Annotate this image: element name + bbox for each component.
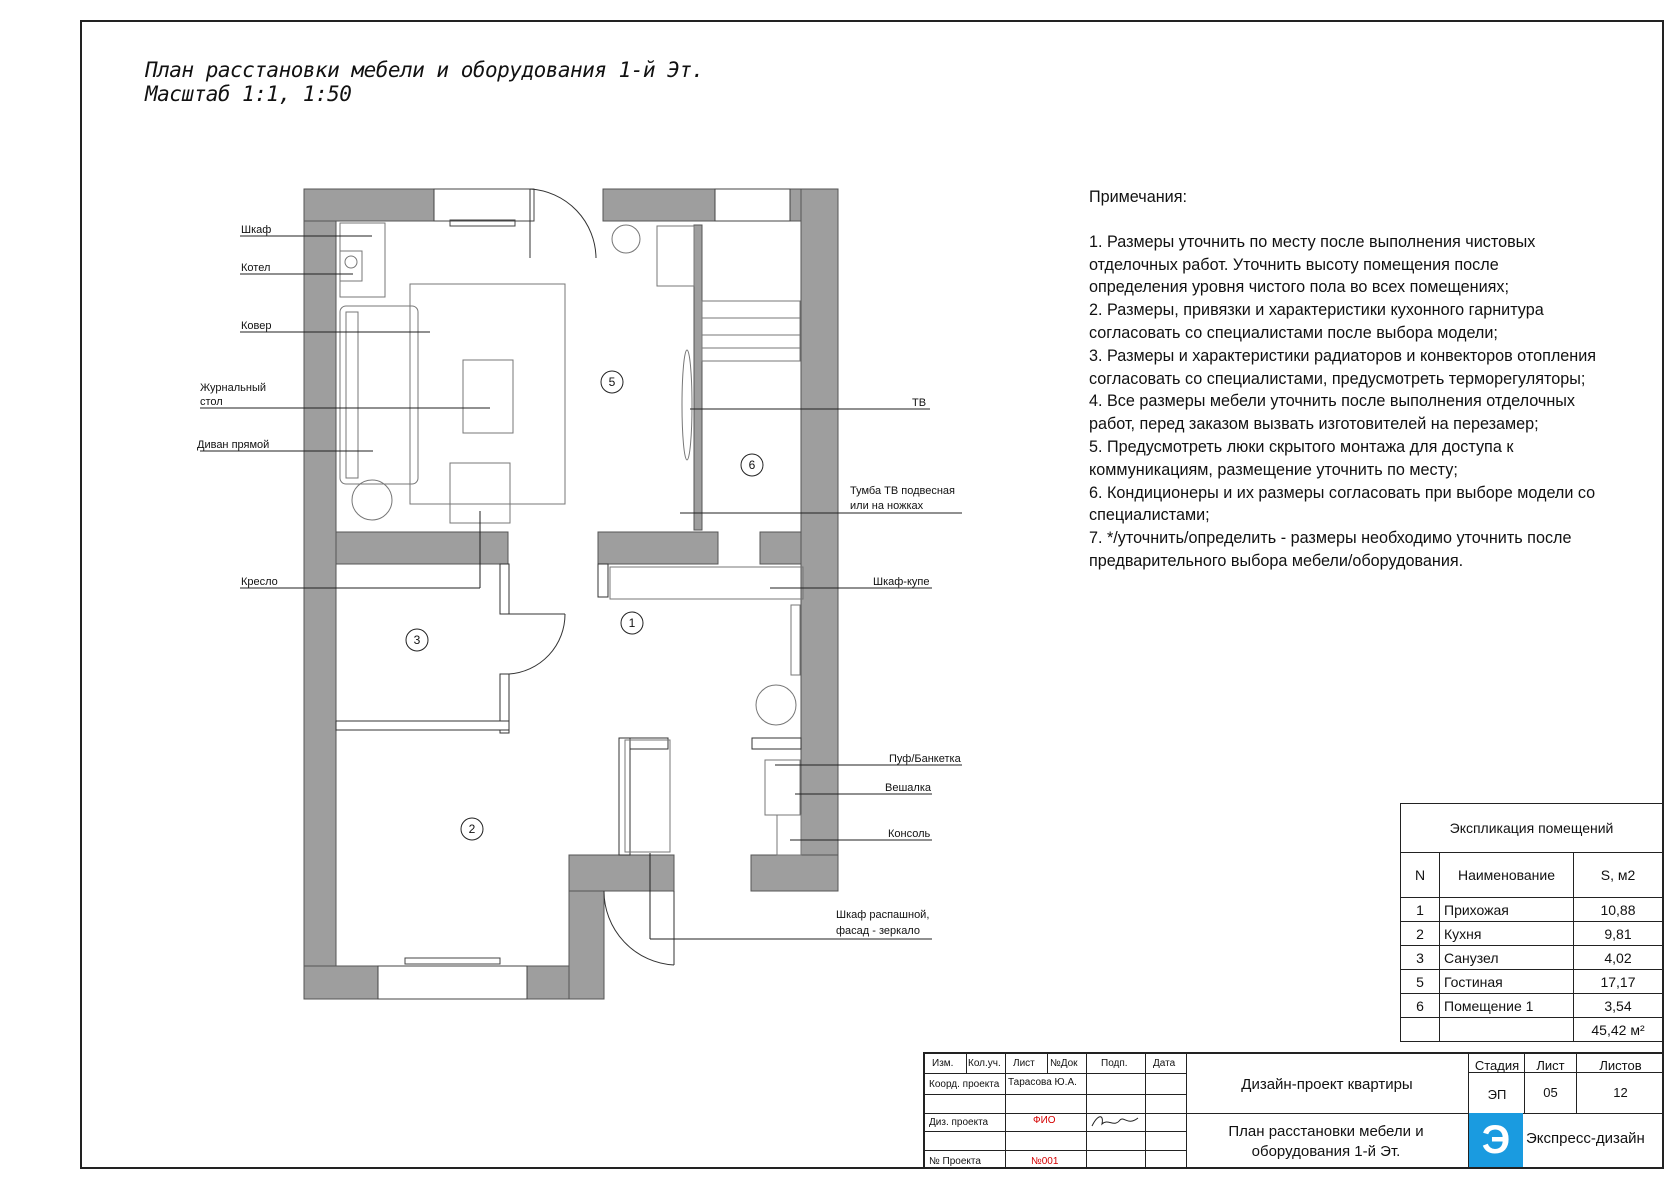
room-number-5: 5 [608,375,616,389]
col-name: Наименование [1440,853,1574,898]
stamp-line [1145,1052,1146,1169]
window-bottom [378,966,527,999]
col-area: S, м2 [1574,853,1663,898]
notes-heading: Примечания: [1089,188,1187,206]
title-line-1: План расстановки мебели и оборудования 1-й Эт. [145,58,704,82]
label-divan: Диван прямой [197,439,270,451]
partition-bath-1 [500,564,509,614]
label-zhurnalny-2: стол [200,396,223,408]
stairs [702,301,800,361]
plant-living [352,480,392,520]
total-empty-n [1401,1018,1440,1042]
row-n: 3 [1401,946,1440,970]
wall-right [801,189,838,891]
table-row [1401,994,1663,1018]
console [777,815,801,855]
label-shkaf-rasp-1: Шкаф распашной, [836,909,930,921]
label-tumba-1: Тумба ТВ подвесная [850,485,955,497]
note-2: 2. Размеры, привязки и характеристики кухонного гарнитура согласовать со специалистами после выбора модели; [1089,301,1544,342]
stamp-line [923,1073,1186,1074]
signature [1088,1112,1144,1132]
project-name: Дизайн-проект квартиры [1241,1076,1413,1093]
carpet [410,284,565,504]
wall-top-mid [603,189,715,221]
label-konsol: Консоль [888,828,931,840]
wall-panel [791,605,800,675]
label-puf: Пуф/Банкетка [889,753,961,765]
row-area: 9,81 [1574,922,1663,946]
stair-steps [702,318,800,348]
room-number-6: 6 [748,458,756,472]
partition-puf [752,738,801,749]
row-name: Кухня [1440,922,1574,946]
sheet-title: План расстановки мебели и оборудования 1-й Эт. [1228,1123,1424,1160]
company-name: Экспресс-дизайн [1526,1130,1645,1147]
row-n: 1 [1401,898,1440,922]
signature-stroke [1092,1117,1138,1126]
row-area: 3,54 [1574,994,1663,1018]
pouf-bench [765,760,800,815]
stamp-fio: ФИО [1033,1115,1056,1126]
title-line-2: Масштаб 1:1, 1:50 [145,82,352,106]
list-value: 05 [1543,1085,1558,1100]
stamp-data: Дата [1153,1058,1176,1069]
list-label: Лист [1536,1058,1565,1073]
wall-top-left [304,189,434,221]
room-number-1: 1 [628,616,636,630]
plant-top [612,225,640,253]
label-shkaf-rasp-2: фасад - зеркало [836,925,920,937]
row-name: Прихожая [1440,898,1574,922]
plant-hall [756,685,796,725]
stamp-koord-name: Тарасова Ю.А. [1008,1077,1077,1088]
label-kreslo: Кресло [241,576,278,588]
label-kotel: Котел [241,262,271,274]
company-logo [1469,1113,1523,1167]
listov-value: 12 [1613,1085,1628,1100]
label-zhurnalny-1: Журнальный [200,382,266,394]
coffee-table [463,360,513,433]
wall-bottom-notch-top [569,855,674,891]
row-name: Помещение 1 [1440,994,1574,1018]
stamp-line [966,1052,967,1073]
stamp-koord: Коорд. проекта [929,1079,1000,1090]
stadiya-value: ЭП [1487,1087,1507,1102]
room-number-3: 3 [413,633,421,647]
wall-interior-h1 [336,532,508,564]
stamp-line [1186,1052,1187,1169]
table-row [1401,898,1663,922]
explication-table [1400,803,1663,1042]
wall-right-bottom [751,855,838,891]
total-empty-name [1440,1018,1574,1042]
stamp-line [923,1150,1186,1151]
row-name: Санузел [1440,946,1574,970]
stamp-ndok: №Док [1050,1058,1078,1069]
table-row [1401,946,1663,970]
door-bath [509,614,565,674]
stamp-diz: Диз. проекта [929,1117,989,1128]
notes-block [1089,186,1599,573]
table-row [1401,970,1663,994]
note-3: 3. Размеры и характеристики радиаторов и конвекторов отопления согласовать со специалистами, предусмотреть терморегуляторы; [1089,346,1597,388]
row-area: 10,88 [1574,898,1663,922]
note-6: 6. Кондиционеры и их размеры согласовать при выборе модели со специалистами; [1089,483,1596,525]
note-7: 7. */уточнить/определить - размеры необходимо уточнить после предварительного выбора мебели/оборудования. [1089,529,1572,570]
wall-left [304,189,336,999]
tv-unit [682,350,692,460]
table-row [1401,922,1663,946]
window-top-left [434,189,534,221]
stamp-line [1005,1052,1006,1169]
wall-partition [694,225,702,530]
col-n: N [1401,853,1440,898]
label-kover: Ковер [241,320,272,332]
stamp-line [1047,1052,1048,1073]
stamp-line [1086,1052,1087,1169]
stadiya-label: Стадия [1474,1058,1520,1073]
partition-kupe-l [598,564,608,597]
boiler-dial [345,256,357,268]
room-markers [406,371,763,840]
listov-label: Листов [1599,1058,1642,1073]
stamp-line [923,1113,1186,1114]
row-name: Гостиная [1440,970,1574,994]
row-n: 5 [1401,970,1440,994]
note-1: 1. Размеры уточнить по месту после выполнения чистовых отделочных работ. Уточнить высоту помещения после определения уровня чистого пола во всех помещениях; [1089,232,1536,297]
stamp-line [923,1131,1186,1132]
logo-glyph-icon: Э [1481,1118,1511,1162]
door-entrance [604,891,674,965]
stamp-izm: Изм. [932,1058,954,1069]
row-area: 17,17 [1574,970,1663,994]
stamp-nproj: № Проекта [929,1156,981,1167]
stamp-kol: Кол.уч. [968,1058,1001,1069]
stamp-podp: Подп. [1101,1058,1128,1069]
label-tv: ТВ [912,397,927,409]
total-area: 45,42 м² [1574,1018,1663,1042]
stamp-line [923,1094,1186,1095]
stamp-nproj-val: №001 [1031,1156,1059,1167]
sofa [340,306,418,484]
note-5: 5. Предусмотреть люки скрытого монтажа для доступа к коммуникациям, размещение уточнить по месту; [1089,437,1514,479]
walls [304,189,838,999]
stair-box [657,226,694,286]
label-veshalka: Вешалка [885,782,931,794]
row-area: 4,02 [1574,946,1663,970]
label-tumba-2: или на ножках [850,500,924,512]
stamp-list: Лист [1013,1058,1035,1069]
partition-bath-bottom [336,721,509,730]
hatched-partitions [336,564,801,855]
window-sill-bottom [405,958,500,964]
sliding-wardrobe [610,567,803,599]
wall-interior-h2 [598,532,718,564]
label-shkaf: Шкаф [241,224,272,236]
row-n: 2 [1401,922,1440,946]
table-total-row [1401,1018,1663,1042]
doors [509,189,674,965]
explication-title: Экспликация помещений [1401,804,1663,853]
wall-interior-h3 [760,532,801,564]
wall-bottom-left [304,966,378,999]
swing-wardrobe [625,740,670,852]
row-n: 6 [1401,994,1440,1018]
room-number-2: 2 [468,822,476,836]
door-entry-balcony [530,189,596,258]
window-top-right [715,189,790,221]
label-shkaf-kupe: Шкаф-купе [873,576,930,588]
note-4: 4. Все размеры мебели уточнить после выполнения отделочных работ, перед заказом вызвать изготовителей на перезамер; [1089,392,1576,434]
stamp-line [1186,1113,1664,1114]
sofa-back [346,312,358,478]
